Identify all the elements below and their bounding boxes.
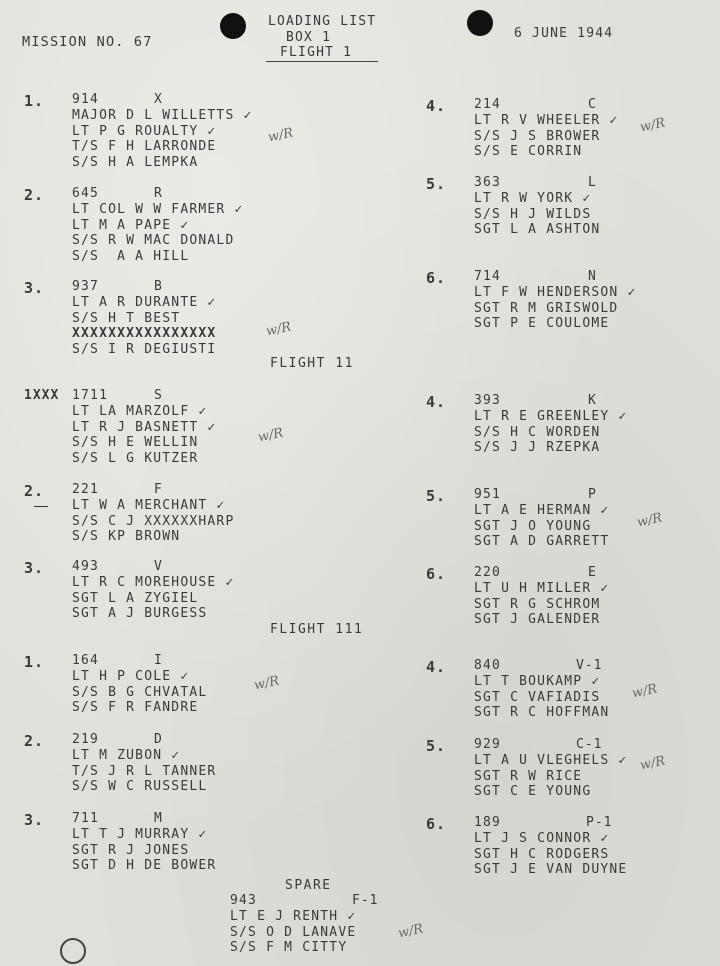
aircraft-letter: E [588, 565, 597, 580]
crew-member: SGT J E VAN DUYNE [474, 862, 628, 877]
crew-member: SGT H C RODGERS [474, 846, 610, 862]
crew-member: SGT A J BURGESS [72, 606, 208, 621]
aircraft-serial: 393 [474, 393, 502, 408]
crew-member: LT M A PAPE ✓ [72, 217, 190, 233]
crew-position: 6. [426, 565, 447, 583]
aircraft-serial: 221 [72, 482, 100, 497]
spare-header: SPARE [285, 878, 332, 893]
crew-member: LT F W HENDERSON ✓ [474, 285, 637, 300]
crew-member: SGT R C HOFFMAN [474, 705, 610, 720]
crew-member: LT R V WHEELER ✓ [474, 113, 619, 128]
crew-member: SGT C E YOUNG [474, 784, 592, 799]
aircraft-serial: 929 [474, 737, 502, 752]
crew-position: 4. [426, 393, 447, 411]
crew-member: T/S J R L TANNER [72, 763, 217, 779]
aircraft-letter: N [588, 269, 597, 284]
mission-number: MISSION NO. 67 [22, 34, 153, 50]
aircraft-letter: P-1 [586, 815, 613, 830]
handwritten-annotation: w/R [635, 510, 664, 531]
crew-member: S/S O D LANAVE [230, 924, 357, 940]
crew-member: SGT R J JONES [72, 842, 190, 858]
crew-member: S/S B G CHVATAL [72, 684, 208, 700]
handwritten-annotation: w/R [630, 681, 659, 702]
crew-member: SGT L A ASHTON [474, 222, 601, 237]
crew-position: 6. [426, 815, 447, 833]
crew-position: 4. [426, 97, 447, 115]
crew-member: S/S C J XXXXXXHARP [72, 513, 235, 529]
crew-member: SGT J GALENDER [474, 612, 601, 627]
aircraft-serial: 493 [72, 559, 100, 574]
crew-member: LT W A MERCHANT ✓ [72, 498, 226, 513]
crew-member: LT T BOUKAMP ✓ [474, 674, 601, 689]
aircraft-letter: P [588, 487, 597, 502]
crew-member: LT A E HERMAN ✓ [474, 503, 610, 518]
handwritten-annotation: w/R [256, 425, 285, 446]
aircraft-letter: K [588, 393, 597, 408]
crew-member: SGT P E COULOME [474, 316, 610, 331]
handwritten-annotation: w/R [252, 673, 281, 694]
crew-member: LT A U VLEGHELS ✓ [474, 753, 628, 768]
aircraft-serial: 951 [474, 487, 502, 502]
aircraft-letter: M [154, 811, 163, 826]
crew-position: 6. [426, 269, 447, 287]
crew-member: LT R E GREENLEY ✓ [474, 409, 628, 424]
crew-member: SGT D H DE BOWER [72, 858, 217, 873]
crew-member: LT COL W W FARMER ✓ [72, 202, 244, 217]
crew-member: LT R W YORK ✓ [474, 191, 592, 206]
aircraft-letter: S [154, 388, 163, 403]
crew-member: T/S F H LARRONDE [72, 139, 217, 154]
aircraft-letter: B [154, 279, 163, 294]
crew-member: SGT L A ZYGIEL [72, 590, 199, 606]
crew-member: SGT C VAFIADIS [474, 689, 601, 705]
aircraft-letter: C [588, 97, 597, 112]
handwritten-annotation: w/R [638, 115, 667, 136]
aircraft-serial: 363 [474, 175, 502, 190]
crew-member: S/S KP BROWN [72, 529, 181, 544]
crew-member: S/S H J WILDS [474, 206, 592, 222]
crew-member: SGT R M GRISWOLD [474, 300, 619, 316]
crew-member: LT J S CONNOR ✓ [474, 831, 610, 846]
crew-member: S/S L G KUTZER [72, 450, 199, 466]
crew-position: 1XXX [24, 388, 60, 403]
crew-member: SGT R G SCHROM [474, 596, 601, 612]
circle-stamp-icon [60, 938, 86, 964]
crew-member: S/S A A HILL [72, 248, 190, 264]
flight-3-header: FLIGHT 111 [270, 622, 364, 637]
crew-member: LT R C MOREHOUSE ✓ [72, 575, 235, 590]
crew-member: LT M ZUBON ✓ [72, 748, 181, 763]
crew-member: S/S J S BROWER [474, 128, 601, 144]
aircraft-serial: 219 [72, 732, 100, 747]
crew-member: S/S F R FANDRE [72, 700, 199, 715]
aircraft-serial: 645 [72, 186, 100, 201]
crew-member: SGT A D GARRETT [474, 534, 610, 549]
crew-position: 3. [24, 811, 45, 829]
flight-2-header: FLIGHT 11 [270, 356, 354, 371]
crew-member: S/S H C WORDEN [474, 424, 601, 440]
crew-member: LT E J RENTH ✓ [230, 909, 357, 924]
aircraft-letter: V [154, 559, 163, 574]
aircraft-letter: F-1 [352, 893, 379, 908]
crew-member: S/S H T BEST [72, 310, 181, 326]
handwritten-annotation: w/R [264, 319, 293, 340]
crew-position: 3. [24, 279, 45, 297]
crew-member: S/S J J RZEPKA [474, 440, 601, 455]
aircraft-serial: 214 [474, 97, 502, 112]
crew-position: 2. [24, 732, 45, 750]
aircraft-serial: 937 [72, 279, 100, 294]
crew-position: 2. [24, 482, 45, 500]
crew-member: LT T J MURRAY ✓ [72, 827, 208, 842]
aircraft-serial: 714 [474, 269, 502, 284]
crew-member: LT U H MILLER ✓ [474, 581, 610, 596]
aircraft-letter: I [154, 653, 163, 668]
crew-member-struck: XXXXXXXXXXXXXXXX [72, 326, 217, 341]
aircraft-letter: C-1 [576, 737, 603, 752]
aircraft-serial: 711 [72, 811, 100, 826]
crew-member: S/S R W MAC DONALD [72, 233, 235, 248]
crew-member: SGT R W RICE [474, 768, 583, 784]
aircraft-letter: R [154, 186, 163, 201]
crew-member: S/S F M CITTY [230, 940, 348, 955]
crew-member: LT P G ROUALTY ✓ [72, 123, 217, 139]
title-flight-1: FLIGHT 1 [280, 45, 353, 60]
aircraft-serial: 189 [474, 815, 502, 830]
date: 6 JUNE 1944 [514, 26, 614, 41]
title-box: BOX 1 [286, 30, 332, 45]
crew-position: 5. [426, 175, 447, 193]
aircraft-letter: V-1 [576, 658, 603, 673]
crew-position: 1. [24, 92, 45, 110]
handwritten-annotation: w/R [266, 125, 295, 146]
crew-position: 2. [24, 186, 45, 204]
punch-hole-left [220, 13, 246, 39]
handwritten-annotation: w/R [638, 753, 667, 774]
crew-position: 3. [24, 559, 45, 577]
crew-member: LT H P COLE ✓ [72, 669, 190, 684]
crew-member: S/S H A LEMPKA [72, 154, 199, 170]
crew-member: S/S I R DEGIUSTI [72, 341, 217, 357]
aircraft-serial: 1711 [72, 388, 109, 403]
title-loading-list: LOADING LIST [268, 14, 377, 29]
crew-member: S/S W C RUSSELL [72, 779, 208, 794]
aircraft-serial: 220 [474, 565, 502, 580]
crew-member: S/S E CORRIN [474, 144, 583, 159]
crew-member: SGT J O YOUNG [474, 518, 592, 534]
aircraft-serial: 164 [72, 653, 100, 668]
crew-member: LT R J BASNETT ✓ [72, 419, 217, 435]
crew-member: LT A R DURANTE ✓ [72, 295, 217, 310]
aircraft-letter: X [154, 92, 163, 107]
crew-position: 5. [426, 487, 447, 505]
margin-dash [34, 506, 48, 507]
aircraft-letter: L [588, 175, 597, 190]
aircraft-serial: 840 [474, 658, 502, 673]
title-underline [266, 61, 378, 62]
aircraft-serial: 914 [72, 92, 100, 107]
handwritten-annotation: w/R [396, 921, 425, 942]
crew-member: LT LA MARZOLF ✓ [72, 404, 208, 419]
aircraft-letter: D [154, 732, 163, 747]
crew-member: MAJOR D L WILLETTS ✓ [72, 108, 253, 123]
crew-position: 4. [426, 658, 447, 676]
aircraft-letter: F [154, 482, 163, 497]
aircraft-serial: 943 [230, 893, 258, 908]
crew-position: 1. [24, 653, 45, 671]
punch-hole-right [467, 10, 493, 36]
crew-position: 5. [426, 737, 447, 755]
crew-member: S/S H E WELLIN [72, 435, 199, 450]
